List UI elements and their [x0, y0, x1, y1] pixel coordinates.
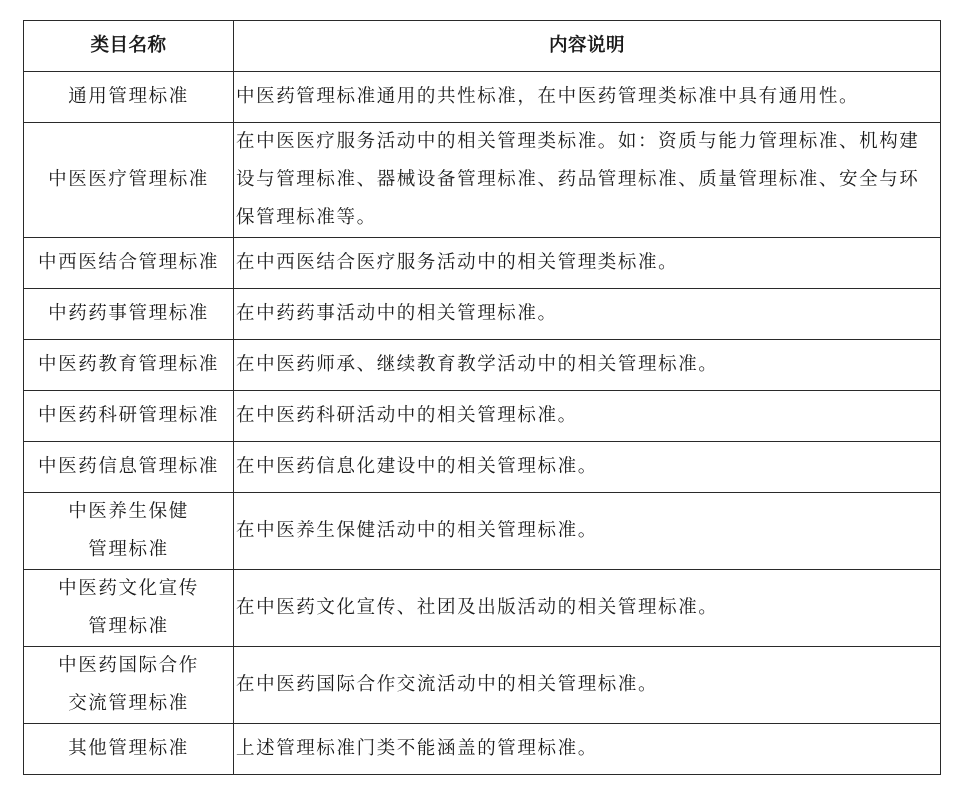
category-name: 中医医疗管理标准 — [48, 169, 209, 190]
standards-category-table — [23, 20, 941, 775]
description-cell: 中医药管理标准通用的共性标准，在中医药管理类标准中具有通用性。 — [234, 72, 941, 123]
category-name: 中药药事管理标准 — [48, 303, 209, 324]
category-name: 其他管理标准 — [68, 738, 189, 759]
category-name-cell — [24, 72, 234, 123]
header-content-description: 内容说明 — [234, 21, 941, 72]
category-name-cell — [24, 493, 234, 570]
table-row — [24, 391, 941, 442]
category-name-line-1: 中医药国际合作 — [58, 655, 199, 676]
category-name-cell — [24, 647, 234, 724]
category-name-line-2: 管理标准 — [88, 539, 169, 560]
category-name: 中医药教育管理标准 — [38, 354, 219, 375]
description-cell: 在中医药文化宣传、社团及出版活动的相关管理标准。 — [234, 570, 941, 647]
table-row — [24, 72, 941, 123]
table-row — [24, 442, 941, 493]
table-row — [24, 340, 941, 391]
category-name-line-1: 中医养生保健 — [68, 501, 189, 522]
category-name-line-2: 管理标准 — [88, 616, 169, 637]
category-name-line-2: 交流管理标准 — [68, 693, 189, 714]
description-cell: 在中药药事活动中的相关管理标准。 — [234, 289, 941, 340]
category-name-cell — [24, 123, 234, 238]
category-name-cell — [24, 238, 234, 289]
table-row — [24, 289, 941, 340]
category-name: 中西医结合管理标准 — [38, 252, 219, 273]
category-name-line-1: 中医药文化宣传 — [58, 578, 199, 599]
description-cell: 在中医药科研活动中的相关管理标准。 — [234, 391, 941, 442]
table-row — [24, 493, 941, 570]
description-cell: 在中医养生保健活动中的相关管理标准。 — [234, 493, 941, 570]
table-header-row — [24, 21, 941, 72]
description-cell: 在中医药国际合作交流活动中的相关管理标准。 — [234, 647, 941, 724]
category-name-cell — [24, 570, 234, 647]
description-cell: 在中西医结合医疗服务活动中的相关管理类标准。 — [234, 238, 941, 289]
description-cell: 上述管理标准门类不能涵盖的管理标准。 — [234, 724, 941, 775]
description-cell: 在中医医疗服务活动中的相关管理类标准。如：资质与能力管理标准、机构建设与管理标准、器械设备管理标准、药品管理标准、质量管理标准、安全与环保管理标准等。 — [234, 123, 941, 238]
category-name-cell — [24, 289, 234, 340]
table-row — [24, 238, 941, 289]
description-cell: 在中医药信息化建设中的相关管理标准。 — [234, 442, 941, 493]
table-row — [24, 123, 941, 238]
table-row — [24, 647, 941, 724]
header-category-name: 类目名称 — [24, 21, 234, 72]
category-name: 中医药科研管理标准 — [38, 405, 219, 426]
category-name-cell — [24, 442, 234, 493]
category-name: 中医药信息管理标准 — [38, 456, 219, 477]
table-row — [24, 724, 941, 775]
category-name-cell — [24, 391, 234, 442]
description-cell: 在中医药师承、继续教育教学活动中的相关管理标准。 — [234, 340, 941, 391]
category-name-cell — [24, 724, 234, 775]
category-name-cell — [24, 340, 234, 391]
category-name: 通用管理标准 — [68, 86, 189, 107]
table-row — [24, 570, 941, 647]
